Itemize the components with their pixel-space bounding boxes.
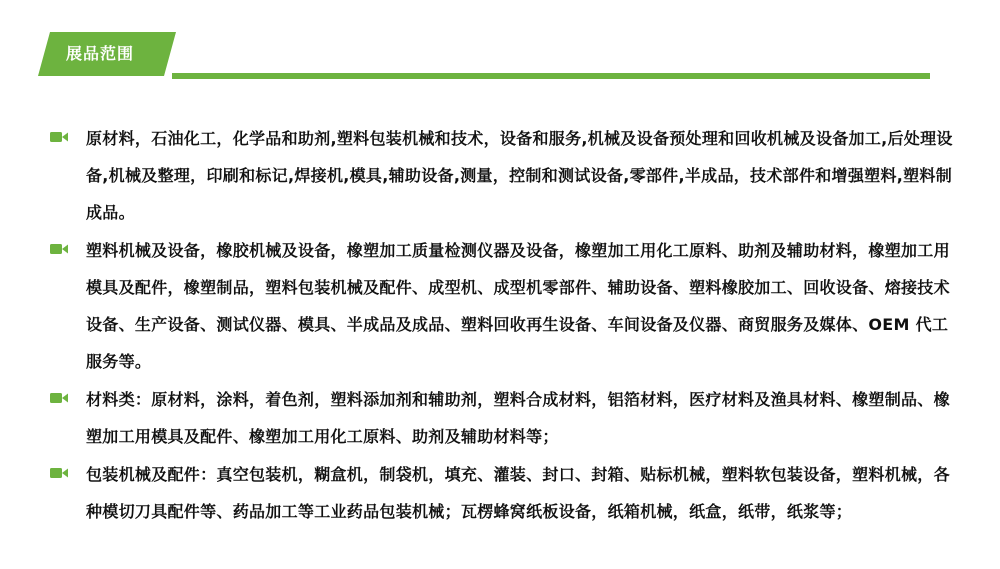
list-item xyxy=(50,456,955,530)
list-item-text: 原材料，石油化工，化学品和助剂,塑料包装机械和技术，设备和服务,机械及设备预处理和回收机械及设备加工,后处理设备,机械及整理，印刷和标记,焊接机,模具,辅助设备,测量，控制和测试设备,零部件,半成品，技术部件和增强塑料,塑料制成品。 xyxy=(86,129,953,222)
list-item xyxy=(50,232,955,380)
list-item-text: 塑料机械及设备，橡胶机械及设备，橡塑加工质量检测仪器及设备，橡塑加工用化工原料、助剂及辅助材料，橡塑加工用模具及配件，橡塑制品，塑料包装机械及配件、成型机、成型机零部件、辅助设备、塑料橡胶加工、回收设备、熔接技术设备、生产设备、测试仪器、模具、半成品及成品、塑料回收再生设备、车间设备及仪器、商贸服务及媒体、OEM 代工服务等。 xyxy=(86,241,950,371)
video-camera-icon xyxy=(50,131,68,143)
list-item xyxy=(50,120,955,231)
list-item-text: 材料类：原材料，涂料，着色剂，塑料添加剂和辅助剂，塑料合成材料，铝箔材料，医疗材料及渔具材料、橡塑制品、橡塑加工用模具及配件、橡塑加工用化工原料、助剂及辅助材料等； xyxy=(86,390,950,446)
video-camera-icon xyxy=(50,243,68,255)
video-camera-icon xyxy=(50,467,68,479)
exhibit-scope-list xyxy=(50,120,955,531)
video-camera-icon xyxy=(50,392,68,404)
list-item-text: 包装机械及配件：真空包装机，糊盒机，制袋机，填充、灌装、封口、封箱、贴标机械，塑料软包装设备，塑料机械，各种模切刀具配件等、药品加工等工业药品包装机械；瓦楞蜂窝纸板设备，纸箱机械，纸盒，纸带，纸浆等； xyxy=(86,465,950,521)
header-divider xyxy=(172,73,930,79)
list-item xyxy=(50,381,955,455)
page-title: 展品范围 xyxy=(66,44,135,63)
